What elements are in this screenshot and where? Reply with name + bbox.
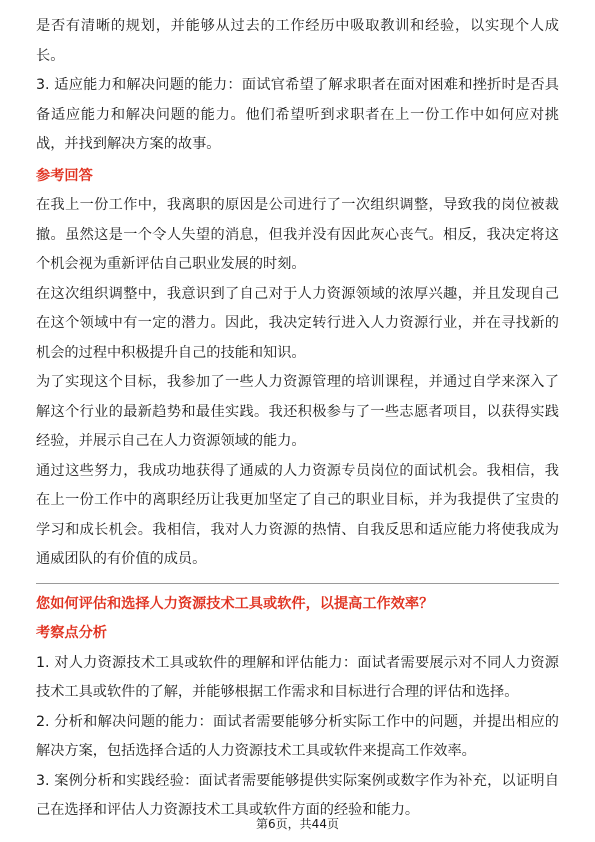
answer-paragraph-2: 在这次组织调整中，我意识到了自己对于人力资源领域的浓厚兴趣，并且发现自己在这个领域中有一定的潜力。因此，我决定转行进入人力资源行业，并在寻找新的机会的过程中积极提升自己的技能和知识。 <box>36 285 559 361</box>
answer-paragraph-4: 通过这些努力，我成功地获得了通威的人力资源专员岗位的面试机会。我相信，我在上一份工作中的离职经历让我更加坚定了自己的职业目标，并为我提供了宝贵的学习和成长机会。我相信，我对人力资源的热情、自我反思和适应能力将使我成为通威团队的有价值的成员。 <box>36 462 559 567</box>
intro-paragraph-2: 3. 适应能力和解决问题的能力：面试官希望了解求职者在面对困难和挫折时是否具备适应能力和解决问题的能力。他们希望听到求职者在上一份工作中如何应对挑战，并找到解决方案的故事。 <box>36 77 559 152</box>
analysis-point-1: 1. 对人力资源技术工具或软件的理解和评估能力：面试者需要展示对不同人力资源技术工具或软件的了解，并能够根据工作需求和目标进行合理的评估和选择。 <box>36 654 559 700</box>
analysis-heading: 考察点分析 <box>36 625 107 641</box>
answer-paragraph-1: 在我上一份工作中，我离职的原因是公司进行了一次组织调整，导致我的岗位被裁撤。虽然这是一个令人失望的消息，但我并没有因此灰心丧气。相反，我决定将这个机会视为重新评估自己职业发展的时刻。 <box>36 197 559 272</box>
page-number: 第6页，共44页 <box>256 817 339 831</box>
analysis-point-3: 3. 案例分析和实践经验：面试者需要能够提供实际案例或数字作为补充，以证明自己在选择和评估人力资源技术工具或软件方面的经验和能力。 <box>36 772 559 818</box>
document-page <box>36 12 559 826</box>
analysis-point-2: 2. 分析和解决问题的能力：面试者需要能够分析实际工作中的问题，并提出相应的解决方案，包括选择合适的人力资源技术工具或软件来提高工作效率。 <box>36 713 559 759</box>
intro-paragraph-1: 是否有清晰的规划，并能够从过去的工作经历中吸取教训和经验，以实现个人成长。 <box>36 18 559 64</box>
question-heading: 您如何评估和选择人力资源技术工具或软件，以提高工作效率？ <box>36 595 434 612</box>
section-divider <box>36 583 559 584</box>
answer-paragraph-3: 为了实现这个目标，我参加了一些人力资源管理的培训课程，并通过自学来深入了解这个行业的最新趋势和最佳实践。我还积极参与了一些志愿者项目，以获得实践经验，并展示自己在人力资源领域的能力。 <box>36 374 559 449</box>
answer-heading: 参考回答 <box>36 167 93 184</box>
